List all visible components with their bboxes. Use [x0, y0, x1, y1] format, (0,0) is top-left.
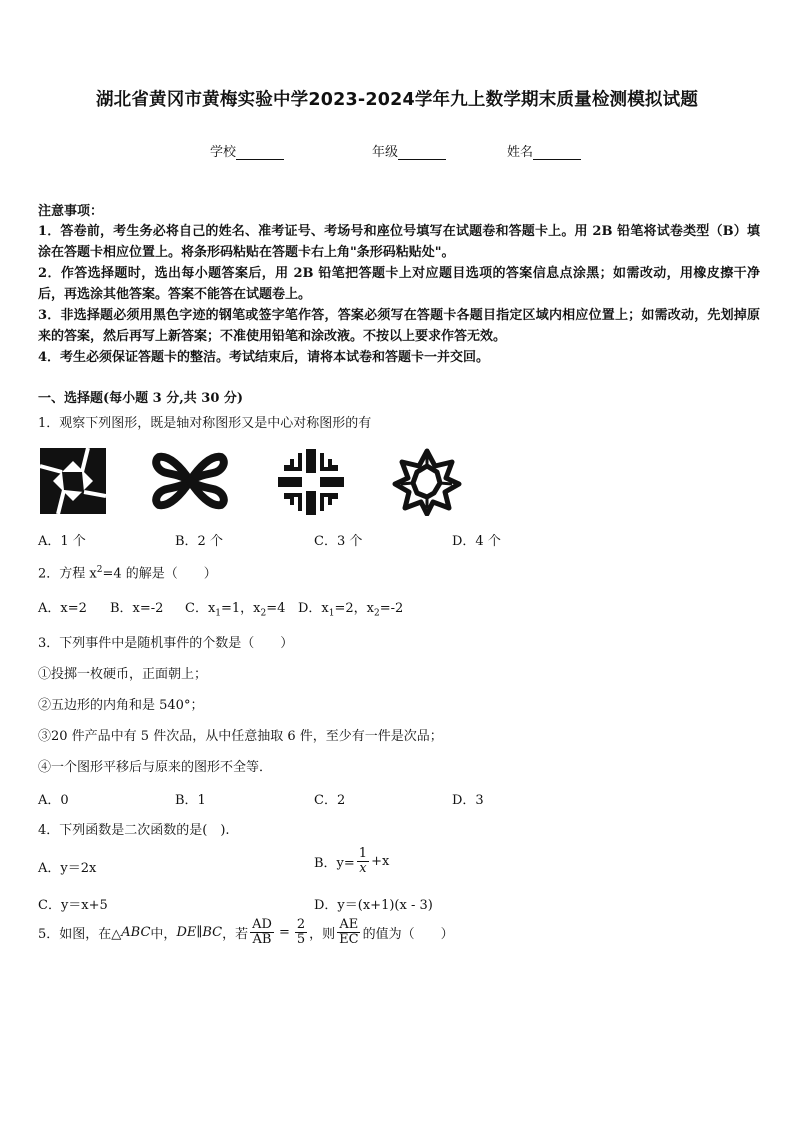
notes-heading: 注意事项： — [38, 204, 104, 219]
q1-option-a: A．1 个 — [38, 534, 86, 549]
q3-option-d: D．3 — [452, 793, 484, 808]
page-title: 湖北省黄冈市黄梅实验中学2023-2024学年九上数学期末质量检测模拟试题 — [95, 90, 699, 110]
q3-event-3: ③20 件产品中有 5 件次品，从中任意抽取 6 件，至少有一件是次品； — [38, 729, 443, 744]
section-heading: 一、选择题(每小题 3 分,共 30 分) — [38, 391, 244, 406]
note-item-4: 4．考生必须保证答题卡的整洁。考试结束后，请将本试卷和答题卡一并交回。 — [38, 350, 490, 365]
q5-f2-den: 5 — [296, 931, 306, 947]
q2-stem — [38, 560, 217, 584]
q2-d-sub1: 1 — [328, 608, 335, 619]
q1-option-d: D．4 个 — [452, 534, 501, 549]
q4-b-pre: B．y= — [314, 855, 355, 871]
q2-stem-post: =4 的解是（ ） — [102, 566, 217, 582]
note-item-2: 2．作答选择题时，选出每小题答案后，用 2B 铅笔把答题卡上对应题目选项的答案信息点涂黑；如需改动，用橡皮擦干净后，再选涂其他答案。答案不能答在试题卷上。 — [38, 266, 760, 302]
name-field — [507, 141, 581, 160]
q1-option-c: C．3 个 — [314, 534, 363, 549]
grade-blank — [398, 146, 446, 160]
q3-option-a: A．0 — [38, 793, 69, 808]
q5-fraction-ae-ec — [337, 918, 360, 946]
q5-pre: 5．如图，在△ — [38, 926, 122, 942]
name-blank — [533, 146, 581, 160]
q5-parallel: DE∥BC — [176, 924, 223, 940]
note-item-3: 3．非选择题必须用黑色字迹的钢笔或签字笔作答，答案必须写在答题卡各题目指定区域内相应位置上；如需改动，先划掉原来的答案，然后再写上新答案；不准使用铅笔和涂改液。不按以上要求作答无效。 — [38, 308, 760, 344]
q2-option-c — [185, 597, 285, 619]
cross-bracket-icon — [276, 447, 346, 517]
q5-post: 的值为（ ） — [362, 926, 454, 942]
q5-mid1: 中， — [150, 926, 177, 942]
q2-d-mid: =2，x — [334, 601, 374, 616]
q5-triangle: ABC — [121, 924, 151, 940]
q4-b-post: +x — [371, 853, 390, 869]
q1-stem: 1．观察下列图形，既是轴对称图形又是中心对称图形的有 — [38, 416, 372, 431]
q5-fraction-ad-ab — [250, 918, 274, 946]
q2-option-d — [298, 597, 403, 619]
school-field — [210, 141, 284, 160]
q2-option-a: A．x=2 — [38, 601, 87, 616]
q2-d-sub2: 2 — [374, 608, 380, 619]
name-label: 姓名 — [507, 145, 534, 160]
q3-option-c: C．2 — [314, 793, 346, 808]
q5-f2-num: 2 — [296, 917, 306, 932]
q2-d-post: =-2 — [379, 601, 404, 616]
q5-fraction-2-5 — [295, 918, 307, 946]
q4-option-b — [314, 847, 389, 875]
q2-c-sub1: 1 — [215, 608, 222, 619]
q2-option-b: B．x=-2 — [110, 601, 164, 616]
q4-option-a: A．y＝2x — [38, 861, 97, 876]
q2-c-post: =4 — [266, 601, 286, 616]
q5-stem — [38, 918, 454, 946]
school-blank — [236, 146, 284, 160]
q1-option-b: B．2 个 — [175, 534, 223, 549]
q3-option-b: B．1 — [175, 793, 206, 808]
q2-d-pre: D．x — [298, 601, 329, 616]
school-label: 学校 — [210, 145, 237, 160]
q4-b-numerator: 1 — [358, 846, 368, 861]
q4-option-c: C．y＝x+5 — [38, 898, 108, 913]
q3-event-2: ②五边形的内角和是 540°； — [38, 698, 204, 713]
q4-b-fraction — [357, 847, 369, 875]
q3-stem: 3．下列事件中是随机事件的个数是（ ） — [38, 636, 294, 651]
q5-f1-num: AD — [252, 917, 272, 932]
q5-f1-den: AB — [252, 931, 272, 947]
q2-c-sub2: 2 — [260, 608, 267, 619]
q4-b-denominator: x — [359, 860, 367, 876]
four-petal-knot-icon — [151, 447, 229, 515]
q2-c-mid: =1，x — [221, 601, 261, 616]
q3-event-4: ④一个图形平移后与原来的图形不全等． — [38, 760, 273, 775]
q2-c-pre: C．x — [185, 601, 216, 616]
q3-event-1: ①投掷一枚硬币，正面朝上； — [38, 667, 208, 682]
square-pinwheel-icon — [40, 448, 106, 514]
q5-mid3: ，则 — [309, 926, 336, 942]
q5-f3-den: EC — [339, 931, 359, 947]
q2-stem-exponent: 2 — [96, 565, 103, 575]
q5-equals: = — [278, 924, 290, 940]
q4-stem: 4．下列函数是二次函数的是( ). — [38, 823, 230, 838]
grade-label: 年级 — [372, 145, 399, 160]
grade-field — [372, 141, 446, 160]
q4-option-d: D．y＝(x+1)(x - 3) — [314, 898, 433, 913]
q5-f3-num: AE — [339, 917, 359, 932]
q5-mid2: ，若 — [222, 926, 249, 942]
note-item-1: 1．答卷前，考生务必将自己的姓名、准考证号、考场号和座位号填写在试题卷和答题卡上。用 2B 铅笔将试卷类型（B）填涂在答题卡相应位置上。将条形码粘贴在答题卡右上角"条形码粘贴处"。 — [38, 224, 760, 260]
eight-point-star-icon — [392, 448, 462, 516]
q2-stem-pre: 2．方程 x — [38, 566, 97, 582]
